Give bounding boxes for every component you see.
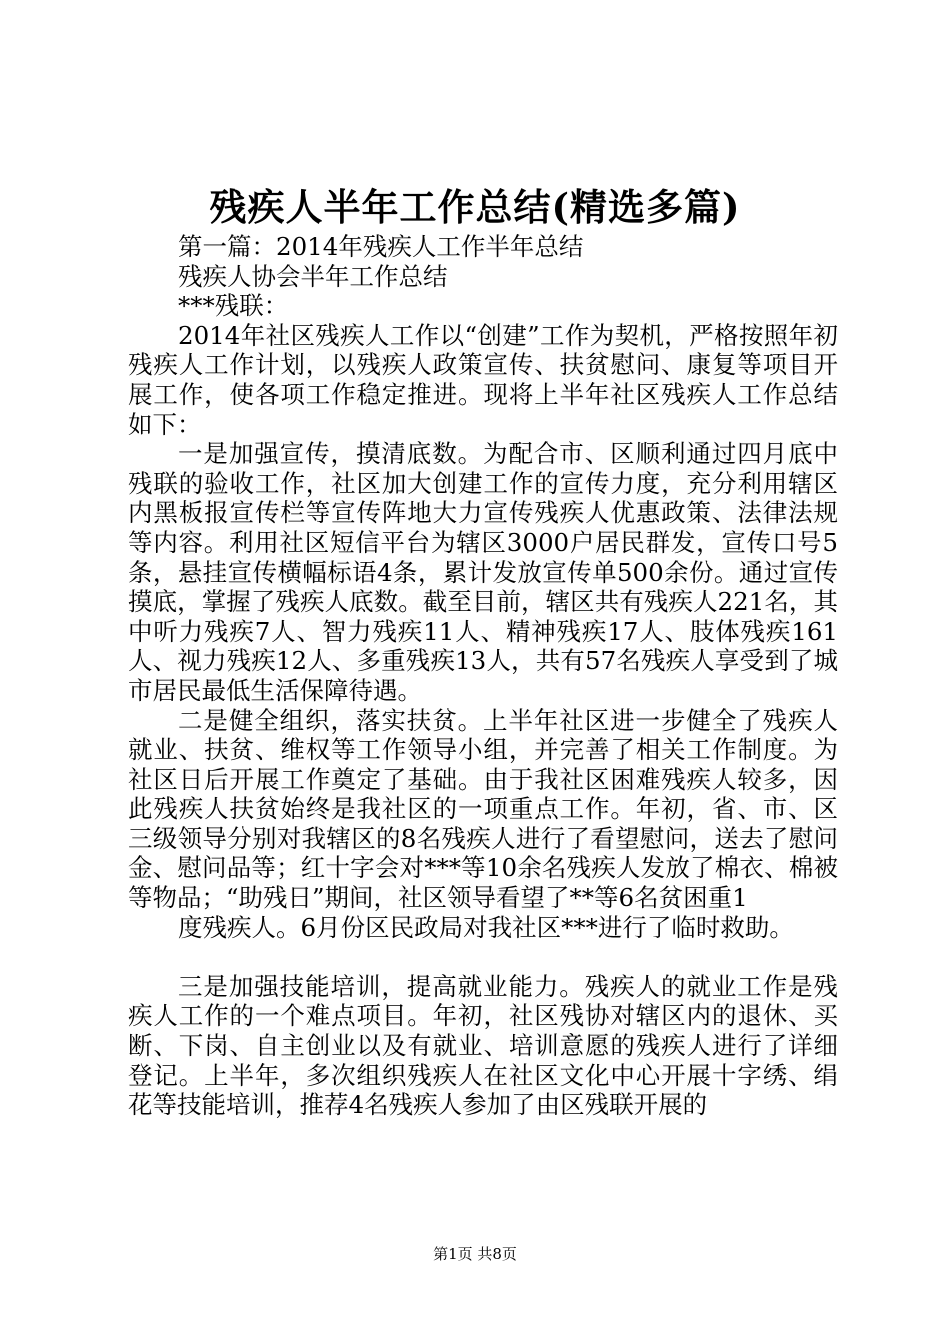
section-heading: 第一篇：2014年残疾人工作半年总结 (178, 232, 584, 261)
paragraph-gap (128, 942, 838, 972)
paragraph-publicity: 一是加强宣传，摸清底数。为配合市、区顺利通过四月底中残联的验收工作，社区加大创建工作的宣传力度，充分利用辖区内黑板报宣传栏等宣传阵地大力宣传残疾人优惠政策、法律法规等内容。利用社区短信平台为辖区3000户居民群发，宣传口号5条，悬挂宣传横幅标语4条，累计发放宣传单500余份。通过宣传摸底，掌握了残疾人底数。截至目前，辖区共有残疾人221名，其中听力残疾7人、智力残疾11人、精神残疾17人、肢体残疾161人、视力残疾12人、多重残疾13人，共有57名残疾人享受到了城市居民最低生活保障待遇。 (128, 439, 838, 705)
paragraph-continuation: 度残疾人。6月份区民政局对我社区***进行了临时救助。 (178, 912, 794, 942)
paragraph-organization: 二是健全组织，落实扶贫。上半年社区进一步健全了残疾人就业、扶贫、维权等工作领导小组，并完善了相关工作制度。为社区日后开展工作奠定了基础。由于我社区困难残疾人较多，因此残疾人扶贫始终是我社区的一项重点工作。年初，省、市、区三级领导分别对我辖区的8名残疾人进行了看望慰问，送去了慰问金、慰问品等；红十字会对***等10余名残疾人发放了棉衣、棉被等物品；“助残日”期间，社区领导看望了**等6名贫困重1 (128, 705, 838, 913)
paragraph-intro: 2014年社区残疾人工作以“创建”工作为契机，严格按照年初残疾人工作计划，以残疾人政策宣传、扶贫慰问、康复等项目开展工作，使各项工作稳定推进。现将上半年社区残疾人工作总结如下： (128, 320, 838, 439)
salutation: ***残联： (178, 291, 289, 321)
document-title: 残疾人半年工作总结(精选多篇) (209, 185, 741, 229)
document-body (128, 232, 838, 1120)
page-footer: 第1页 共8页 (433, 1245, 517, 1263)
subtitle: 残疾人协会半年工作总结 (178, 261, 448, 291)
paragraph-training: 三是加强技能培训，提高就业能力。残疾人的就业工作是残疾人工作的一个难点项目。年初，社区残协对辖区内的退休、买断、下岗、自主创业以及有就业、培训意愿的残疾人进行了详细登记。上半年，多次组织残疾人在社区文化中心开展十字绣、绢花等技能培训，推荐4名残疾人参加了由区残联开展的 (128, 971, 838, 1120)
